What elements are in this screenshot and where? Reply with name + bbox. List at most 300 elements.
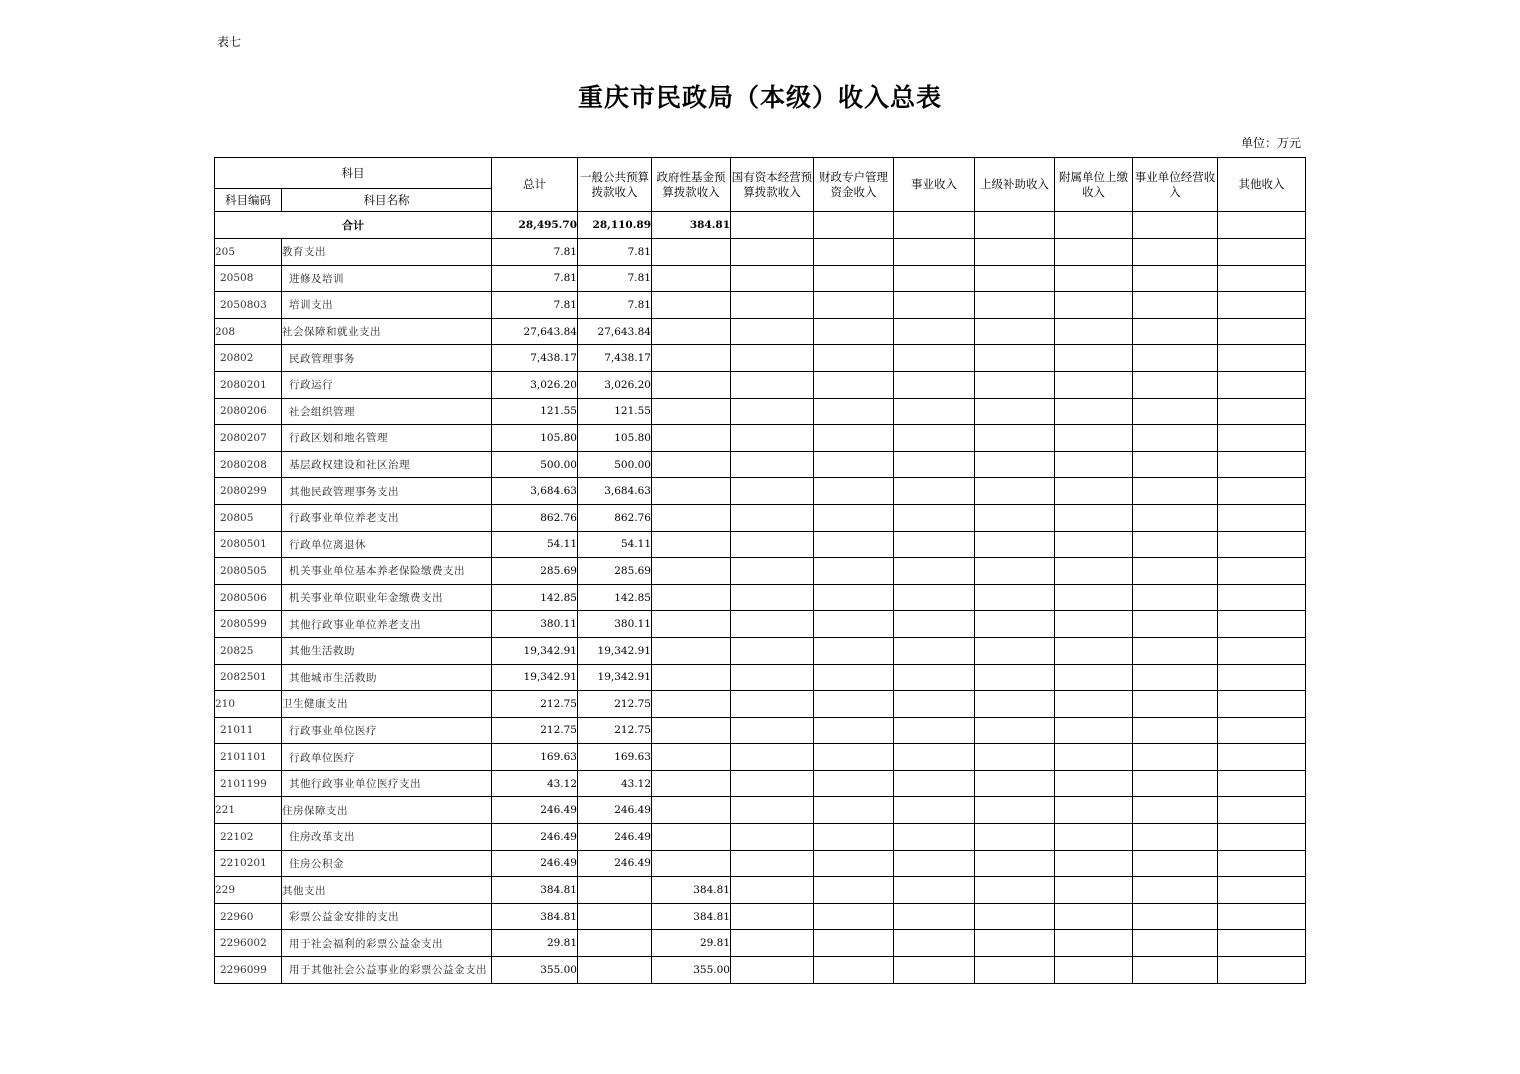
subject-code-cell: 2080201 bbox=[215, 371, 282, 398]
affiliated-cell bbox=[1055, 824, 1133, 851]
fiscal-special-cell bbox=[814, 664, 894, 691]
operating-cell bbox=[1133, 398, 1218, 425]
general-budget-cell bbox=[578, 877, 652, 904]
other-cell bbox=[1218, 611, 1306, 638]
fiscal-special-cell bbox=[814, 239, 894, 266]
general-budget-cell: 380.11 bbox=[578, 611, 652, 638]
state-capital-cell bbox=[731, 531, 814, 558]
general-budget-cell: 285.69 bbox=[578, 558, 652, 585]
total-cell: 19,342.91 bbox=[492, 637, 578, 664]
gov-fund-cell bbox=[652, 265, 731, 292]
total-label: 合计 bbox=[215, 212, 492, 239]
total-cell: 3,026.20 bbox=[492, 371, 578, 398]
operating-cell bbox=[1133, 584, 1218, 611]
superior-subsidy-cell bbox=[975, 877, 1055, 904]
header-subject-name: 科目名称 bbox=[282, 189, 492, 212]
fiscal-special-cell bbox=[814, 318, 894, 345]
total-business bbox=[894, 212, 975, 239]
subject-code-cell: 22102 bbox=[215, 824, 282, 851]
operating-cell bbox=[1133, 797, 1218, 824]
table-row bbox=[215, 877, 1306, 904]
business-cell bbox=[894, 265, 975, 292]
state-capital-cell bbox=[731, 318, 814, 345]
other-cell bbox=[1218, 531, 1306, 558]
header-gov-fund: 政府性基金预算拨款收入 bbox=[652, 158, 731, 212]
fiscal-special-cell bbox=[814, 770, 894, 797]
subject-code-cell: 221 bbox=[215, 797, 282, 824]
gov-fund-cell bbox=[652, 797, 731, 824]
operating-cell bbox=[1133, 504, 1218, 531]
total-cell: 7.81 bbox=[492, 265, 578, 292]
total-affiliated bbox=[1055, 212, 1133, 239]
other-cell bbox=[1218, 637, 1306, 664]
state-capital-cell bbox=[731, 425, 814, 452]
fiscal-special-cell bbox=[814, 744, 894, 771]
header-subject-code: 科目编码 bbox=[215, 189, 282, 212]
fiscal-special-cell bbox=[814, 425, 894, 452]
header-state-capital: 国有资本经营预算拨款收入 bbox=[731, 158, 814, 212]
table-row bbox=[215, 611, 1306, 638]
fiscal-special-cell bbox=[814, 877, 894, 904]
total-cell: 105.80 bbox=[492, 425, 578, 452]
operating-cell bbox=[1133, 877, 1218, 904]
subject-code-cell: 2080206 bbox=[215, 398, 282, 425]
header-business: 事业收入 bbox=[894, 158, 975, 212]
header-subject: 科目 bbox=[215, 158, 492, 189]
state-capital-cell bbox=[731, 744, 814, 771]
subject-code-cell: 20802 bbox=[215, 345, 282, 372]
other-cell bbox=[1218, 903, 1306, 930]
table-row bbox=[215, 850, 1306, 877]
other-cell bbox=[1218, 824, 1306, 851]
business-cell bbox=[894, 664, 975, 691]
general-budget-cell: 19,342.91 bbox=[578, 637, 652, 664]
business-cell bbox=[894, 584, 975, 611]
general-budget-cell: 500.00 bbox=[578, 451, 652, 478]
fiscal-special-cell bbox=[814, 903, 894, 930]
superior-subsidy-cell bbox=[975, 292, 1055, 319]
fiscal-special-cell bbox=[814, 504, 894, 531]
other-cell bbox=[1218, 265, 1306, 292]
superior-subsidy-cell bbox=[975, 371, 1055, 398]
total-cell: 43.12 bbox=[492, 770, 578, 797]
subject-name-cell: 行政区划和地名管理 bbox=[282, 425, 492, 452]
other-cell bbox=[1218, 292, 1306, 319]
business-cell bbox=[894, 531, 975, 558]
business-cell bbox=[894, 637, 975, 664]
affiliated-cell bbox=[1055, 903, 1133, 930]
superior-subsidy-cell bbox=[975, 345, 1055, 372]
subject-name-cell: 其他行政事业单位医疗支出 bbox=[282, 770, 492, 797]
header-superior-subsidy: 上级补助收入 bbox=[975, 158, 1055, 212]
total-cell: 355.00 bbox=[492, 957, 578, 984]
superior-subsidy-cell bbox=[975, 744, 1055, 771]
table-row bbox=[215, 664, 1306, 691]
affiliated-cell bbox=[1055, 691, 1133, 718]
other-cell bbox=[1218, 584, 1306, 611]
state-capital-cell bbox=[731, 478, 814, 505]
operating-cell bbox=[1133, 691, 1218, 718]
table-row bbox=[215, 478, 1306, 505]
total-gov-fund: 384.81 bbox=[652, 212, 731, 239]
table-row bbox=[215, 345, 1306, 372]
subject-name-cell: 培训支出 bbox=[282, 292, 492, 319]
general-budget-cell: 7.81 bbox=[578, 239, 652, 266]
total-superior-subsidy bbox=[975, 212, 1055, 239]
affiliated-cell bbox=[1055, 558, 1133, 585]
gov-fund-cell bbox=[652, 691, 731, 718]
superior-subsidy-cell bbox=[975, 478, 1055, 505]
affiliated-cell bbox=[1055, 637, 1133, 664]
table-row bbox=[215, 318, 1306, 345]
subject-code-cell: 2210201 bbox=[215, 850, 282, 877]
other-cell bbox=[1218, 398, 1306, 425]
affiliated-cell bbox=[1055, 265, 1133, 292]
subject-code-cell: 210 bbox=[215, 691, 282, 718]
total-cell: 384.81 bbox=[492, 903, 578, 930]
header-fiscal-special: 财政专户管理资金收入 bbox=[814, 158, 894, 212]
general-budget-cell: 212.75 bbox=[578, 691, 652, 718]
total-cell: 500.00 bbox=[492, 451, 578, 478]
table-row bbox=[215, 239, 1306, 266]
other-cell bbox=[1218, 318, 1306, 345]
subject-name-cell: 社会保障和就业支出 bbox=[282, 318, 492, 345]
subject-code-cell: 2296099 bbox=[215, 957, 282, 984]
gov-fund-cell bbox=[652, 744, 731, 771]
state-capital-cell bbox=[731, 797, 814, 824]
state-capital-cell bbox=[731, 957, 814, 984]
business-cell bbox=[894, 239, 975, 266]
subject-code-cell: 22960 bbox=[215, 903, 282, 930]
operating-cell bbox=[1133, 292, 1218, 319]
state-capital-cell bbox=[731, 558, 814, 585]
state-capital-cell bbox=[731, 239, 814, 266]
subject-name-cell: 其他民政管理事务支出 bbox=[282, 478, 492, 505]
affiliated-cell bbox=[1055, 717, 1133, 744]
superior-subsidy-cell bbox=[975, 903, 1055, 930]
table-row bbox=[215, 824, 1306, 851]
state-capital-cell bbox=[731, 930, 814, 957]
fiscal-special-cell bbox=[814, 957, 894, 984]
subject-code-cell: 2296002 bbox=[215, 930, 282, 957]
operating-cell bbox=[1133, 637, 1218, 664]
subject-code-cell: 2080505 bbox=[215, 558, 282, 585]
fiscal-special-cell bbox=[814, 451, 894, 478]
other-cell bbox=[1218, 478, 1306, 505]
fiscal-special-cell bbox=[814, 478, 894, 505]
subject-name-cell: 其他生活救助 bbox=[282, 637, 492, 664]
total-cell: 862.76 bbox=[492, 504, 578, 531]
gov-fund-cell bbox=[652, 637, 731, 664]
business-cell bbox=[894, 504, 975, 531]
table-row bbox=[215, 451, 1306, 478]
business-cell bbox=[894, 691, 975, 718]
state-capital-cell bbox=[731, 345, 814, 372]
fiscal-special-cell bbox=[814, 584, 894, 611]
subject-name-cell: 住房公积金 bbox=[282, 850, 492, 877]
fiscal-special-cell bbox=[814, 531, 894, 558]
affiliated-cell bbox=[1055, 398, 1133, 425]
gov-fund-cell bbox=[652, 292, 731, 319]
business-cell bbox=[894, 611, 975, 638]
subject-code-cell: 2080299 bbox=[215, 478, 282, 505]
subject-code-cell: 2080208 bbox=[215, 451, 282, 478]
gov-fund-cell bbox=[652, 318, 731, 345]
gov-fund-cell bbox=[652, 664, 731, 691]
gov-fund-cell bbox=[652, 371, 731, 398]
superior-subsidy-cell bbox=[975, 850, 1055, 877]
state-capital-cell bbox=[731, 637, 814, 664]
table-number-label: 表七 bbox=[217, 35, 242, 49]
total-cell: 246.49 bbox=[492, 850, 578, 877]
subject-name-cell: 用于其他社会公益事业的彩票公益金支出 bbox=[282, 957, 492, 984]
other-cell bbox=[1218, 664, 1306, 691]
other-cell bbox=[1218, 850, 1306, 877]
total-cell: 121.55 bbox=[492, 398, 578, 425]
total-cell: 142.85 bbox=[492, 584, 578, 611]
gov-fund-cell: 384.81 bbox=[652, 877, 731, 904]
state-capital-cell bbox=[731, 451, 814, 478]
subject-code-cell: 20825 bbox=[215, 637, 282, 664]
table-row bbox=[215, 797, 1306, 824]
superior-subsidy-cell bbox=[975, 824, 1055, 851]
business-cell bbox=[894, 292, 975, 319]
business-cell bbox=[894, 478, 975, 505]
gov-fund-cell bbox=[652, 584, 731, 611]
other-cell bbox=[1218, 930, 1306, 957]
affiliated-cell bbox=[1055, 877, 1133, 904]
subject-name-cell: 机关事业单位职业年金缴费支出 bbox=[282, 584, 492, 611]
operating-cell bbox=[1133, 478, 1218, 505]
table-row bbox=[215, 425, 1306, 452]
business-cell bbox=[894, 371, 975, 398]
total-operating bbox=[1133, 212, 1218, 239]
operating-cell bbox=[1133, 425, 1218, 452]
affiliated-cell bbox=[1055, 770, 1133, 797]
subject-name-cell: 其他行政事业单位养老支出 bbox=[282, 611, 492, 638]
general-budget-cell: 7.81 bbox=[578, 292, 652, 319]
affiliated-cell bbox=[1055, 345, 1133, 372]
gov-fund-cell bbox=[652, 398, 731, 425]
gov-fund-cell bbox=[652, 850, 731, 877]
total-cell: 212.75 bbox=[492, 717, 578, 744]
gov-fund-cell bbox=[652, 717, 731, 744]
affiliated-cell bbox=[1055, 504, 1133, 531]
subject-code-cell: 205 bbox=[215, 239, 282, 266]
subject-name-cell: 行政单位医疗 bbox=[282, 744, 492, 771]
other-cell bbox=[1218, 504, 1306, 531]
general-budget-cell bbox=[578, 930, 652, 957]
page-title: 重庆市民政局（本级）收入总表 bbox=[577, 83, 942, 112]
fiscal-special-cell bbox=[814, 558, 894, 585]
other-cell bbox=[1218, 770, 1306, 797]
table-row bbox=[215, 930, 1306, 957]
superior-subsidy-cell bbox=[975, 770, 1055, 797]
fiscal-special-cell bbox=[814, 398, 894, 425]
subject-name-cell: 进修及培训 bbox=[282, 265, 492, 292]
subject-code-cell: 229 bbox=[215, 877, 282, 904]
general-budget-cell bbox=[578, 903, 652, 930]
business-cell bbox=[894, 877, 975, 904]
general-budget-cell: 862.76 bbox=[578, 504, 652, 531]
header-total: 总计 bbox=[492, 158, 578, 212]
total-other bbox=[1218, 212, 1306, 239]
total-cell: 285.69 bbox=[492, 558, 578, 585]
subject-code-cell: 2080207 bbox=[215, 425, 282, 452]
total-cell: 27,643.84 bbox=[492, 318, 578, 345]
superior-subsidy-cell bbox=[975, 584, 1055, 611]
operating-cell bbox=[1133, 770, 1218, 797]
operating-cell bbox=[1133, 957, 1218, 984]
fiscal-special-cell bbox=[814, 824, 894, 851]
total-cell: 384.81 bbox=[492, 877, 578, 904]
affiliated-cell bbox=[1055, 584, 1133, 611]
total-cell: 380.11 bbox=[492, 611, 578, 638]
affiliated-cell bbox=[1055, 239, 1133, 266]
general-budget-cell: 43.12 bbox=[578, 770, 652, 797]
business-cell bbox=[894, 318, 975, 345]
business-cell bbox=[894, 770, 975, 797]
subject-name-cell: 行政事业单位医疗 bbox=[282, 717, 492, 744]
gov-fund-cell: 384.81 bbox=[652, 903, 731, 930]
operating-cell bbox=[1133, 930, 1218, 957]
general-budget-cell: 142.85 bbox=[578, 584, 652, 611]
business-cell bbox=[894, 345, 975, 372]
header-other: 其他收入 bbox=[1218, 158, 1306, 212]
general-budget-cell: 169.63 bbox=[578, 744, 652, 771]
fiscal-special-cell bbox=[814, 637, 894, 664]
total-cell: 7.81 bbox=[492, 239, 578, 266]
general-budget-cell: 105.80 bbox=[578, 425, 652, 452]
header-general-budget: 一般公共预算拨款收入 bbox=[578, 158, 652, 212]
affiliated-cell bbox=[1055, 425, 1133, 452]
operating-cell bbox=[1133, 558, 1218, 585]
gov-fund-cell bbox=[652, 531, 731, 558]
general-budget-cell: 246.49 bbox=[578, 824, 652, 851]
operating-cell bbox=[1133, 664, 1218, 691]
subject-code-cell: 2101199 bbox=[215, 770, 282, 797]
subject-code-cell: 2101101 bbox=[215, 744, 282, 771]
total-cell: 19,342.91 bbox=[492, 664, 578, 691]
gov-fund-cell bbox=[652, 425, 731, 452]
subject-code-cell: 2082501 bbox=[215, 664, 282, 691]
business-cell bbox=[894, 744, 975, 771]
operating-cell bbox=[1133, 850, 1218, 877]
total-cell: 54.11 bbox=[492, 531, 578, 558]
superior-subsidy-cell bbox=[975, 558, 1055, 585]
business-cell bbox=[894, 425, 975, 452]
operating-cell bbox=[1133, 345, 1218, 372]
total-cell: 246.49 bbox=[492, 797, 578, 824]
table-row bbox=[215, 584, 1306, 611]
subject-code-cell: 2080599 bbox=[215, 611, 282, 638]
subject-code-cell: 20508 bbox=[215, 265, 282, 292]
superior-subsidy-cell bbox=[975, 930, 1055, 957]
table-row bbox=[215, 691, 1306, 718]
other-cell bbox=[1218, 345, 1306, 372]
state-capital-cell bbox=[731, 824, 814, 851]
state-capital-cell bbox=[731, 717, 814, 744]
superior-subsidy-cell bbox=[975, 398, 1055, 425]
subject-name-cell: 用于社会福利的彩票公益金支出 bbox=[282, 930, 492, 957]
other-cell bbox=[1218, 717, 1306, 744]
general-budget-cell: 3,684.63 bbox=[578, 478, 652, 505]
fiscal-special-cell bbox=[814, 850, 894, 877]
subject-name-cell: 住房改革支出 bbox=[282, 824, 492, 851]
state-capital-cell bbox=[731, 371, 814, 398]
other-cell bbox=[1218, 797, 1306, 824]
subject-name-cell: 卫生健康支出 bbox=[282, 691, 492, 718]
affiliated-cell bbox=[1055, 371, 1133, 398]
superior-subsidy-cell bbox=[975, 425, 1055, 452]
header-affiliated: 附属单位上缴收入 bbox=[1055, 158, 1133, 212]
gov-fund-cell bbox=[652, 451, 731, 478]
business-cell bbox=[894, 824, 975, 851]
business-cell bbox=[894, 717, 975, 744]
total-cell: 3,684.63 bbox=[492, 478, 578, 505]
total-state-capital bbox=[731, 212, 814, 239]
affiliated-cell bbox=[1055, 930, 1133, 957]
table-row bbox=[215, 504, 1306, 531]
other-cell bbox=[1218, 425, 1306, 452]
state-capital-cell bbox=[731, 903, 814, 930]
subject-name-cell: 其他城市生活救助 bbox=[282, 664, 492, 691]
superior-subsidy-cell bbox=[975, 717, 1055, 744]
superior-subsidy-cell bbox=[975, 451, 1055, 478]
gov-fund-cell: 355.00 bbox=[652, 957, 731, 984]
subject-code-cell: 2080506 bbox=[215, 584, 282, 611]
state-capital-cell bbox=[731, 877, 814, 904]
operating-cell bbox=[1133, 371, 1218, 398]
state-capital-cell bbox=[731, 584, 814, 611]
superior-subsidy-cell bbox=[975, 797, 1055, 824]
superior-subsidy-cell bbox=[975, 239, 1055, 266]
other-cell bbox=[1218, 239, 1306, 266]
gov-fund-cell bbox=[652, 239, 731, 266]
affiliated-cell bbox=[1055, 451, 1133, 478]
state-capital-cell bbox=[731, 504, 814, 531]
fiscal-special-cell bbox=[814, 717, 894, 744]
business-cell bbox=[894, 957, 975, 984]
affiliated-cell bbox=[1055, 797, 1133, 824]
header-operating: 事业单位经营收入 bbox=[1133, 158, 1218, 212]
state-capital-cell bbox=[731, 292, 814, 319]
state-capital-cell bbox=[731, 265, 814, 292]
subject-code-cell: 21011 bbox=[215, 717, 282, 744]
general-budget-cell: 27,643.84 bbox=[578, 318, 652, 345]
state-capital-cell bbox=[731, 691, 814, 718]
table-row bbox=[215, 744, 1306, 771]
affiliated-cell bbox=[1055, 664, 1133, 691]
subject-code-cell: 20805 bbox=[215, 504, 282, 531]
general-budget-cell: 121.55 bbox=[578, 398, 652, 425]
subject-name-cell: 民政管理事务 bbox=[282, 345, 492, 372]
gov-fund-cell bbox=[652, 504, 731, 531]
subject-name-cell: 行政单位离退休 bbox=[282, 531, 492, 558]
subject-code-cell: 2050803 bbox=[215, 292, 282, 319]
gov-fund-cell bbox=[652, 478, 731, 505]
affiliated-cell bbox=[1055, 850, 1133, 877]
table-row bbox=[215, 292, 1306, 319]
fiscal-special-cell bbox=[814, 797, 894, 824]
other-cell bbox=[1218, 451, 1306, 478]
table-row bbox=[215, 637, 1306, 664]
operating-cell bbox=[1133, 903, 1218, 930]
subject-name-cell: 机关事业单位基本养老保险缴费支出 bbox=[282, 558, 492, 585]
total-cell: 246.49 bbox=[492, 824, 578, 851]
general-budget-cell bbox=[578, 957, 652, 984]
total-cell: 169.63 bbox=[492, 744, 578, 771]
